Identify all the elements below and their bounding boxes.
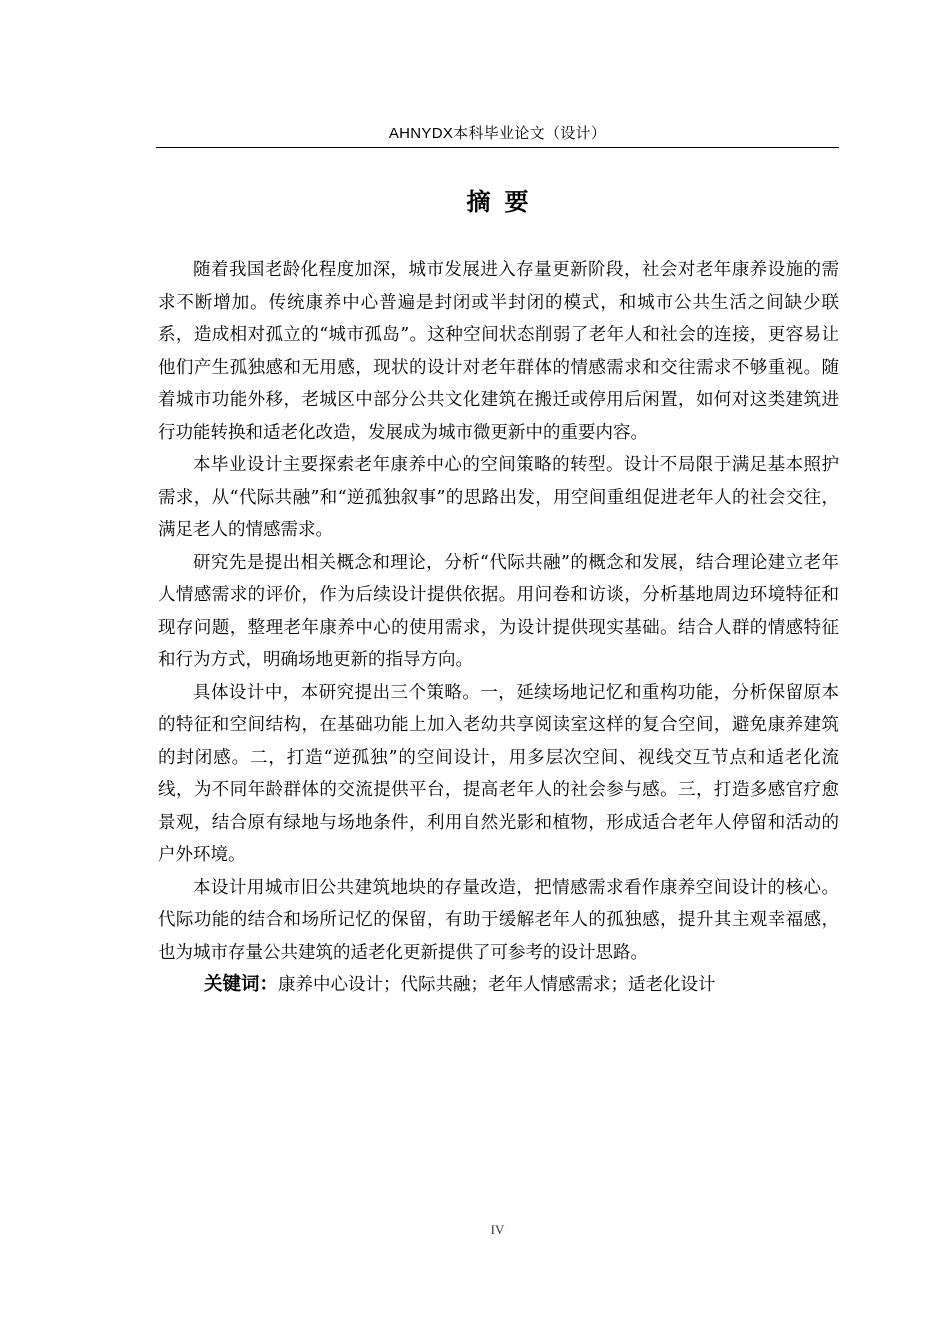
paragraph-2: 本毕业设计主要探索老年康养中心的空间策略的转型。设计不局限于满足基本照护需求，从“代际共融”和“逆孤独叙事”的思路出发，用空间重组促进老年人的社会交往，满足老人的情感需求。 — [158, 455, 839, 540]
keywords-line — [158, 969, 839, 1002]
page-number: IV — [490, 1222, 505, 1237]
keywords-label: 关键词： — [204, 974, 279, 995]
paragraph-4: 具体设计中，本研究提出三个策略。一，延续场地记忆和重构功能，分析保留原本的特征和空间结构，在基础功能上加入老幼共享阅读室这样的复合空间，避免康养建筑的封闭感。二，打造“逆孤独”的空间设计，用多层次空间、视线交互节点和适老化流线，为不同年龄群体的交流提供平台，提高老年人的社会参与感。三，打造多感官疗愈景观，结合原有绿地与场地条件，利用自然光影和植物，形成适合老年人停留和活动的户外环境。 — [158, 682, 839, 865]
running-header: AHNYDX本科毕业论文（设计） — [388, 125, 607, 142]
paragraph-1: 随着我国老龄化程度加深，城市发展进入存量更新阶段，社会对老年康养设施的需求不断增加。传统康养中心普遍是封闭或半封闭的模式，和城市公共生活之间缺少联系，造成相对孤立的“城市孤岛”。这种空间状态削弱了老年人和社会的连接，更容易让他们产生孤独感和无用感，现状的设计对老年群体的情感需求和交往需求不够重视。随着城市功能外移，老城区中部分公共文化建筑在搬迁或停用后闲置，如何对这类建筑进行功能转换和适老化改造，发展成为城市微更新中的重要内容。 — [158, 260, 839, 443]
header-divider — [156, 147, 839, 148]
abstract-title: 摘要 — [466, 188, 543, 216]
paragraph-5: 本设计用城市旧公共建筑地块的存量改造，把情感需求看作康养空间设计的核心。代际功能的结合和场所记忆的保留，有助于缓解老年人的孤独感，提升其主观幸福感，也为城市存量公共建筑的适老化更新提供了可参考的设计思路。 — [158, 877, 839, 963]
paragraph-3: 研究先是提出相关概念和理论，分析“代际共融”的概念和发展，结合理论建立老年人情感需求的评价，作为后续设计提供依据。用问卷和访谈，分析基地周边环境特征和现存问题，整理老年康养中心的使用需求，为设计提供现实基础。结合人群的情感特征和行为方式，明确场地更新的指导方向。 — [158, 552, 839, 670]
keywords-text: 康养中心设计；代际共融；老年人情感需求；适老化设计 — [278, 975, 716, 995]
abstract-body — [158, 254, 839, 1002]
